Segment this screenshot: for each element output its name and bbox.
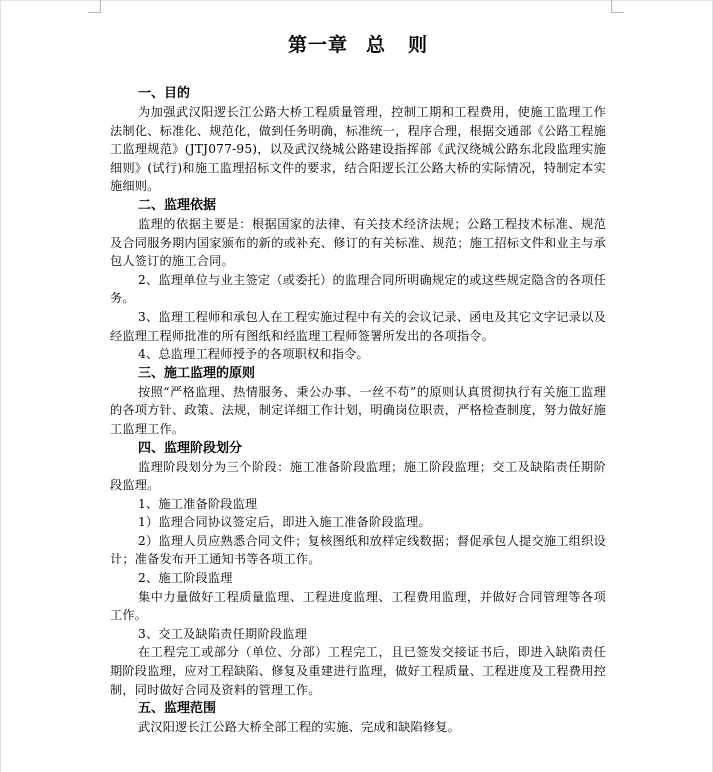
section-heading: 二、监理依据 [138, 197, 217, 213]
document-body [110, 30, 606, 737]
paragraph: 按照“严格监理、热情服务、秉公办事、一丝不苟”的原则认真贯彻执行有关施工监理的各项方针、政策、法规，制定详细工作计划，明确岗位职责，严格检查制度，努力做好施工监理工作。 [110, 384, 606, 436]
page-left-edge [0, 0, 1, 772]
paragraph: 为加强武汉阳逻长江公路大桥工程质量管理，控制工期和工程费用，使施工监理工作法制化、标准化、规范化，做到任务明确，标准统一，程序合理，根据交通部《公路工程施工监理规范》(JTJ077-95)，以及武汉绕城公路建设指挥部《武汉绕城公路东北段监理实施细则》(试行)和施工监理招标文件的要求，结合阳逻长江公路大桥的实际情况，特制定本实施细则。 [110, 105, 606, 194]
paragraph: 监理阶段划分为三个阶段：施工准备阶段监理；施工阶段监理；交工及缺陷责任期阶段监理。 [110, 459, 606, 493]
section-basis [110, 196, 606, 364]
section-heading: 五、监理范围 [138, 701, 217, 717]
paragraph: 监理的依据主要是：根据国家的法律、有关技术经济法规；公路工程技术标准、规范及合同服务期内国家颁布的新的或补充、修订的有关标准、规范；施工招标文件和业主与承包人签订的施工合同。 [110, 216, 606, 269]
paragraph: 1）监理合同协议签定后，即进入施工准备阶段监理。 [138, 515, 431, 530]
chapter-title [110, 30, 606, 60]
section-heading: 三、施工监理的原则 [138, 365, 256, 381]
margin-corner-mark-left [88, 0, 101, 13]
margin-corner-mark-right [611, 0, 624, 13]
section-purpose [110, 84, 606, 196]
paragraph: 4、总监理工程师授予的各项职权和指令。 [138, 347, 369, 362]
section-principles [110, 364, 606, 439]
paragraph: 2、监理单位与业主签定（或委托）的监理合同所明确规定的或这些规定隐含的各项任务。 [110, 272, 606, 306]
chapter-title-number: 第一章 [287, 34, 348, 56]
section-phases [110, 439, 606, 700]
paragraph: 集中力量做好工程质量监理、工程进度监理、工程费用监理，并做好合同管理等各项工作。 [110, 589, 606, 623]
subheading-paragraph: 3、交工及缺陷责任期阶段监理 [138, 626, 307, 641]
subheading-paragraph: 2、施工阶段监理 [138, 571, 233, 586]
paragraph: 在工程完工或部分（单位、分部）工程完工，且已签发交接证书后，即进入缺陷责任期阶段监理，应对工程缺陷、修复及重建进行监理，做好工程质量、工程进度及工程费用控制，同时做好合同及资料的管理工作。 [110, 645, 606, 697]
section-scope [110, 699, 606, 737]
subheading-paragraph: 1、施工准备阶段监理 [138, 496, 258, 511]
chapter-title-word-1: 总 [365, 34, 386, 56]
paragraph: 武汉阳逻长江公路大桥全部工程的实施、完成和缺陷修复。 [138, 720, 461, 735]
paragraph: 2）监理人员应熟悉合同文件；复核图纸和放样定线数据；督促承包人提交施工组织设计；准备发布开工通知书等各项工作。 [110, 533, 606, 567]
page-top-edge [0, 0, 713, 1]
section-heading: 一、目的 [138, 86, 191, 101]
chapter-title-word-2: 则 [408, 34, 429, 56]
paragraph: 3、监理工程师和承包人在工程实施过程中有关的会议记录、函电及其它文字记录以及经监理工程师批准的所有图纸和经监理工程师签署所发出的各项指令。 [110, 309, 606, 343]
section-heading: 四、监理阶段划分 [138, 440, 243, 456]
